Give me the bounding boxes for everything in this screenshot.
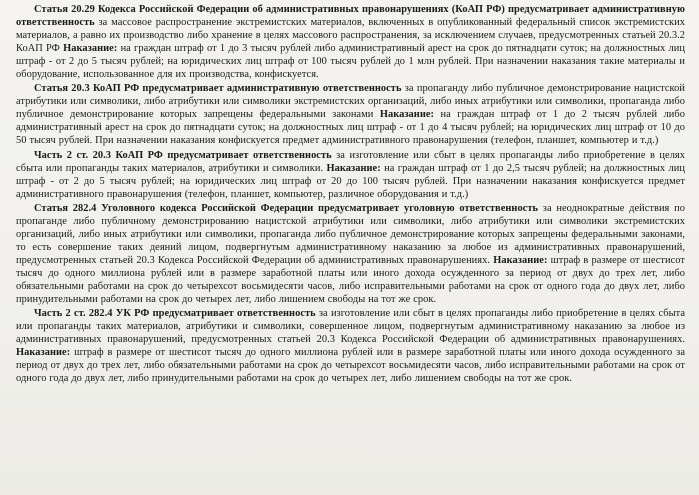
penalty-text: на граждан штраф от 1 до 2,5 тысяч рублей; на должностных лиц штраф - от 2 до 5 тысяч рублей; на юридических лиц штраф от 20 до 100 тысяч рублей. При назначении наказания конфискуется предмет административного правонарушения (телефон, планшет, компьютер, различное оборудования и т.д.): [16, 162, 685, 200]
article-heading: Статья 282.4 Уголовного кодекса Российской Федерации предусматривает уголовную ответственность: [34, 202, 539, 214]
penalty-label: Наказание:: [326, 162, 381, 174]
paragraph-article-282-4: [16, 202, 685, 306]
penalty-text: штраф в размере от шестисот тысяч до одного миллиона рублей или в размере заработной платы или иного дохода осужденного за период от двух до трех лет, либо обязательными работами на срок до четырехсот восьмидесяти часов, либо исправительными работами на срок от одного года до двух лет, либо принудительными работами на срок до четырех лет, либо лишением свободы на тот же срок.: [16, 254, 685, 306]
article-heading: Статья 20.29 Кодекса Российской Федерации об административных правонарушениях (КоАП РФ) предусматривает административную ответственность: [16, 4, 685, 29]
penalty-label: Наказание:: [493, 254, 548, 266]
penalty-label: Наказание:: [379, 109, 435, 121]
article-heading: Часть 2 ст. 20.3 КоАП РФ предусматривает ответственность: [34, 149, 332, 161]
paragraph-article-20-3: [16, 82, 685, 147]
article-text: за изготовление или сбыт в целях пропаганды либо приобретение в целях сбыта или пропаганды таких материалов, атрибутики и символики.: [16, 149, 686, 174]
paragraph-article-20-3-part-2: [16, 149, 685, 201]
penalty-label: Наказание:: [63, 43, 118, 55]
penalty-text: на граждан штраф от 1 до 2 тысяч рублей либо административный арест на срок до пятнадцати суток; на должностных лиц штраф - от 1 до 4 тысяч рублей; на юридических лиц штраф от 10 до 50 тысяч рублей. При назначении наказания конфискуется предмет административного правонарушения (телефон, планшет, компьютер и т.д.): [16, 109, 685, 147]
article-text: за массовое распространение экстремистских материалов, включенных в опубликованный федеральный список экстремистских материалов, а равно их производство либо хранение в целях массового распространения, за исключением случаев, предусмотренных статьей 20.3.2 КоАП РФ: [16, 17, 685, 55]
penalty-text: штраф в размере от шестисот тысяч до одного миллиона рублей или в размере заработной платы или иного дохода осужденного за период от двух до трех лет, либо обязательными работами на срок до четырехсот восьмидесяти часов, либо исправительными работами на срок от одного года до двух лет, либо принудительными работами на срок до четырех лет, либо лишением свободы на тот же срок.: [16, 347, 685, 385]
article-text: за пропаганду либо публичное демонстрирование нацистской атрибутики или символики, либо атрибутики или символики экстремистских организаций, либо иных атрибутики или символики, пропаганда либо публичное демонстрирование которых запрещены федеральными законами: [16, 83, 685, 121]
paragraph-article-282-4-part-2: [16, 307, 685, 385]
penalty-label: Наказание:: [16, 347, 71, 359]
article-text: за неоднократные действия по пропаганде либо публичному демонстрированию нацистской атрибутики или символики, либо атрибутики или символики экстремистских организаций, либо иных атрибутики или символики, пропаганда либо публичное демонстрирование которых запрещены федеральными законами, то есть совершение таких деяний лицом, подвергнутым административному наказанию за любое из административных правонарушений, предусмотренных статьей 20.3 Кодекса Российской Федерации об административных правонарушениях.: [16, 202, 685, 266]
paragraph-article-20-29: [16, 3, 685, 81]
article-heading: Часть 2 ст. 282.4 УК РФ предусматривает ответственность: [34, 308, 316, 320]
article-text: за изготовление или сбыт в целях пропаганды либо приобретение в целях сбыта или пропаганды таких материалов, атрибутики и символики, совершенное лицом, подвергнутым административному наказанию за любое из административных правонарушений, предусмотренных статьей 20.3 Кодекса Российской Федерации об административных правонарушениях.: [16, 308, 685, 346]
penalty-text: на граждан штраф от 1 до 3 тысяч рублей либо административный арест на срок до пятнадцати суток; на должностных лиц штраф - от 2 до 5 тысяч рублей; на юридических лиц штраф от 100 тысяч рублей до 1 млн рублей. При назначении наказания такие материалы и оборудование, использованное для их производства, конфискуется.: [16, 43, 685, 81]
article-heading: Статья 20.3 КоАП РФ предусматривает административную ответственность: [34, 83, 402, 95]
